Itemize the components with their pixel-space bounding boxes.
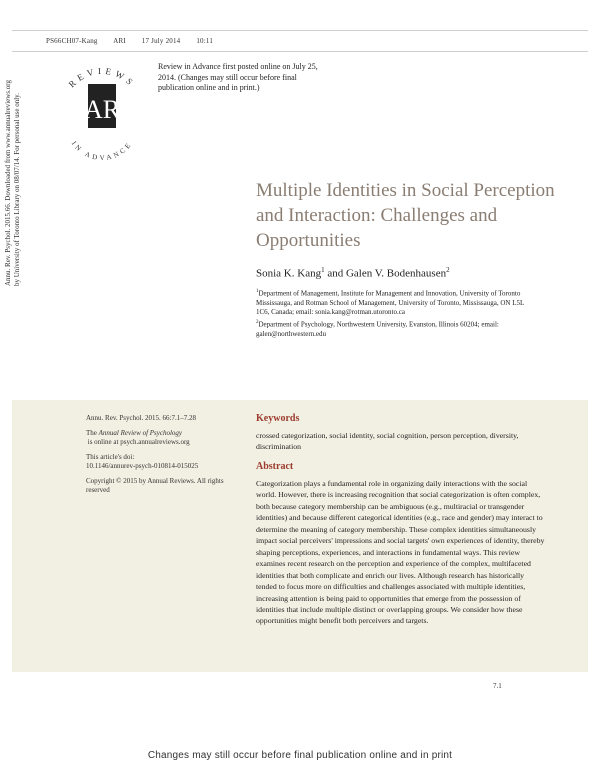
logo-top-text: REVIEWS: [66, 65, 138, 90]
author-2: Galen V. Bodenhausen: [345, 267, 447, 280]
page-number: 7.1: [493, 682, 502, 690]
journal-name: Annual Review of Psychology: [98, 429, 183, 437]
affiliation-1: [256, 287, 536, 318]
footer-notice: Changes may still occur before final publication online and in print: [147, 750, 453, 761]
abstract-heading: Abstract: [256, 461, 294, 472]
doi-link[interactable]: 10.1146/annurev-psych-010814-015025: [86, 462, 199, 470]
author-1-sup: 1: [321, 266, 325, 274]
article-code: PS66CH07-Kang: [46, 37, 98, 45]
affiliation-2-text: Department of Psychology, Northwestern University, Evanston, Illinois 60204; email: galen@northwestern.edu: [256, 320, 499, 338]
author-and: and: [324, 267, 346, 280]
citation: Annu. Rev. Psychol. 2015. 66:7.1–7.28: [86, 414, 196, 422]
abstract-text: Categorization plays a fundamental role in organizing daily interactions with the social world. However, there is increasing recognition that social categorization is often complex, both because category membership can be ambiguous (e.g., multiracial or transgender identities) and because different categorical identities (e.g., race and gender) may interact to determine the meaning of category membership. These complex identities simultaneously impact social perceivers' impressions and social targets' own experiences of identity, thereby shaping perceptions, experiences, and interactions in fundamental ways. This review examines recent research on the perception and experience of the complex, multifaceted identities that both complicate and enrich our lives. Although research has historically tended to focus more on difficulties and challenges associated with multiple identities, increasing attention is being paid to opportunities that emerge from the possession of identities that include multiple distinct or overlapping groups. We consider how these opportunities might benefit both perceivers and targets.: [256, 479, 545, 626]
affiliation-2-sup: 2: [256, 320, 259, 325]
author-1: Sonia K. Kang: [256, 267, 322, 280]
affiliation-2: [256, 318, 536, 339]
author-line: [256, 266, 450, 280]
online-note: The Annual Review of Psychology is online at psych.annualreviews.org: [86, 429, 190, 446]
keywords-heading: Keywords: [256, 413, 300, 424]
header-date: 17 July 2014: [141, 37, 181, 45]
article-meta: [86, 414, 236, 501]
publisher-code: ARI: [113, 37, 126, 45]
reviews-in-advance-logo: [52, 62, 152, 172]
download-notice-line2: by University of Toronto Library on 08/07/14. For personal use only.: [12, 93, 21, 286]
header-time: 10:11: [196, 37, 214, 45]
author-2-sup: 2: [446, 266, 450, 274]
logo-bottom-text: IN ADVANCE: [69, 139, 135, 163]
doi-label: This article's doi:: [86, 453, 135, 461]
affiliation-1-text: Department of Management, Institute for Management and Innovation, University of Toronto Mississauga, and Rotman School of Management, University of Toronto, Mississauga, ON L5L 1C6, Canada; email: sonia.kang@rotman.utoronto.ca: [256, 289, 525, 317]
affiliation-1-sup: 1: [256, 289, 259, 294]
article-title: Multiple Identities in Social Perception and Interaction: Challenges and Opportunities: [256, 180, 555, 251]
running-header: [46, 37, 227, 45]
copyright: Copyright © 2015 by Annual Reviews. All rights reserved: [86, 477, 224, 494]
doi-block: [86, 453, 236, 471]
download-notice-line1: Annu. Rev. Psychol. 2015.66. Downloaded from www.annualreviews.org: [4, 79, 12, 286]
logo-letters: AR: [83, 95, 121, 124]
advance-note: Review in Advance first posted online on July 25, 2014. (Changes may still occur before final publication online and in print.): [158, 62, 318, 92]
keywords-text: crossed categorization, social identity, social cognition, person perception, diversity, discrimination: [256, 431, 519, 451]
download-notice: [4, 26, 21, 286]
